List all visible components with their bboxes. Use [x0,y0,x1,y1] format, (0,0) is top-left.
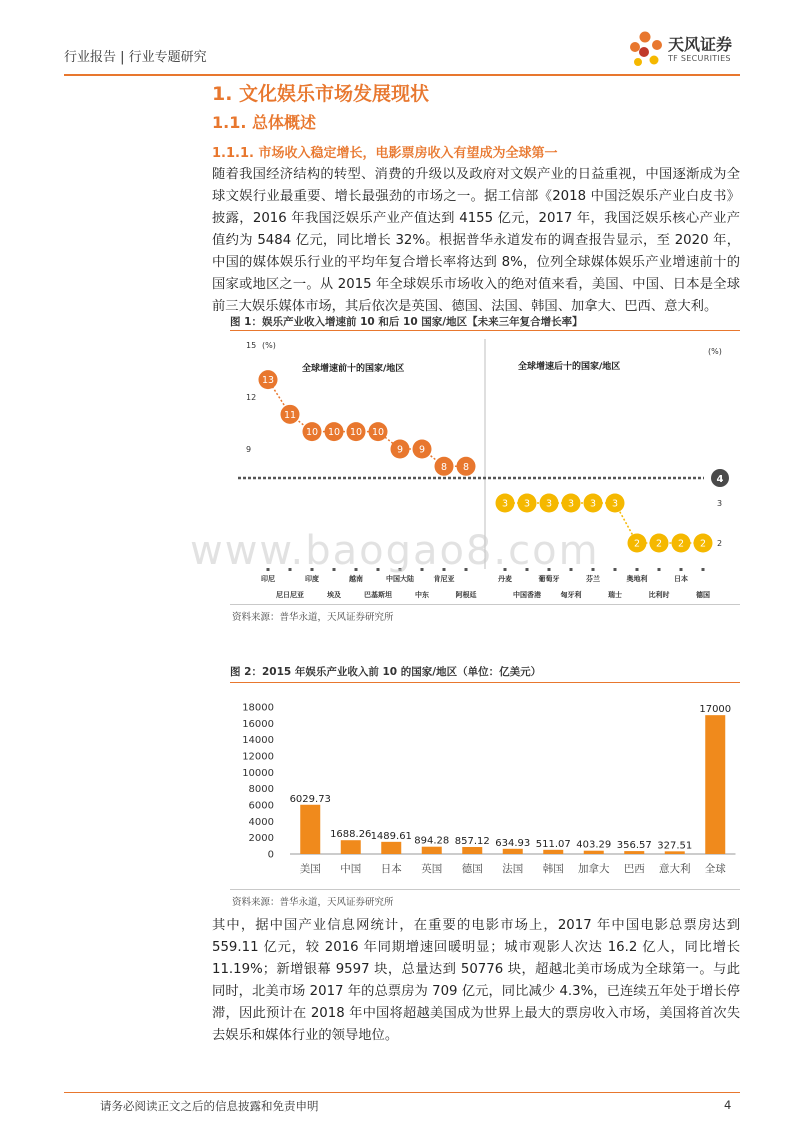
chart2-bar [665,851,685,854]
bottom-ten-x-label: 德国 [696,591,710,599]
logo-name-en: TF SECURITIES [668,54,731,63]
bottom-ten-x-tick [658,568,661,571]
top-ten-point-label: 10 [349,427,363,439]
chart2-bar-value: 327.51 [657,840,693,852]
chart1-y-tick-12: 12 [246,392,257,402]
bottom-ten-x-label: 中国香港 [513,591,541,599]
bottom-ten-x-tick [702,568,705,571]
top-ten-point-label: 8 [462,461,470,473]
chart2-x-label: 德国 [461,863,483,875]
section-heading-3: 1.1.1. 市场收入稳定增长，电影票房收入有望成为全球第一 [212,146,558,161]
bottom-ten-x-label: 比利时 [648,591,670,599]
figure-2-bottom-rule [230,889,740,890]
top-ten-x-label: 中国大陆 [386,575,414,583]
chart2-y-tick-10000: 10000 [242,767,274,779]
top-ten-group-label: 全球增速前十的国家/地区 [302,364,405,374]
bottom-ten-point-label: 3 [567,498,575,510]
chart2-x-label: 法国 [502,863,524,875]
chart2-bar [341,840,361,854]
chart2-bar [584,851,604,854]
top-ten-x-label: 巴基斯坦 [364,591,392,599]
chart2-bar-value: 1489.61 [370,830,412,842]
chart2-y-tick-2000: 2000 [248,833,274,845]
chart2-y-tick-12000: 12000 [242,751,274,763]
chart2-bar-value: 17000 [699,704,732,716]
bottom-ten-x-label: 瑞士 [608,591,622,599]
tf-logo-icon [628,30,664,68]
bottom-ten-x-label: 日本 [674,575,688,583]
top-ten-point-label: 10 [305,427,319,439]
chart2-bar [422,847,442,854]
chart2-y-tick-6000: 6000 [248,800,274,812]
bottom-ten-x-label: 芬兰 [586,575,600,583]
body-paragraph-2: 其中，据中国产业信息网统计，在重要的电影市场上，2017 年中国电影总票房达到 559.11 亿元，较 2016 年同期增速回暖明显；城市观影人次达 16.2 亿人，同比增长 11.19%；新增银幕 9597 块，总量达到 50776 块，超越北美市场成为全球第一。与此同时，北美市场 2017 年的总票房为 709 亿元，同比减少 4.3%，已连续五年处于增长停滞，因此预计在 2018 年中国将超越美国成为世界上最大的票房收入市场，美国将首次失去娱乐和媒体行业的领导地位。 [212,918,740,1043]
logo-name-cn: 天风证券 [668,35,733,54]
chart1-unit-right: (%) [708,347,722,356]
chart2-y-tick-8000: 8000 [248,784,274,796]
figure-1-bottom-rule [230,604,740,605]
top-ten-point-label: 9 [396,444,404,456]
chart2-bar-value: 1688.26 [330,829,372,841]
bottom-ten-x-tick [636,568,639,571]
chart1-y-tick-9: 9 [246,444,252,454]
chart2-x-label: 美国 [299,863,321,875]
chart2-bar-value: 403.29 [576,839,612,851]
chart2-x-label: 中国 [340,863,362,875]
top-ten-point-label: 13 [261,375,275,387]
top-ten-x-label: 肯尼亚 [433,575,455,583]
bottom-ten-x-tick [680,568,683,571]
footer-disclaimer: 请务必阅读正文之后的信息披露和免责申明 [100,1099,319,1113]
watermark: www.baogao8.com [190,528,600,574]
figure-1-source: 资料来源：普华永道，天风证券研究所 [232,612,394,623]
bottom-ten-point-label: 3 [611,498,619,510]
chart2-bar-value: 894.28 [414,835,450,847]
figure-2-source: 资料来源：普华永道，天风证券研究所 [232,897,394,908]
top-ten-x-label: 埃及 [327,591,341,599]
chart1-right-tick-2: 2 [717,539,723,548]
header-divider [64,74,740,76]
revenue-bar-chart [230,683,740,888]
chart2-bar [462,847,482,854]
bottom-ten-point-label: 3 [501,498,509,510]
top-ten-x-label: 印尼 [261,575,275,583]
chart2-x-label: 韩国 [542,863,564,875]
chart2-y-tick-18000: 18000 [242,702,274,714]
chart2-bar [503,849,523,854]
bottom-ten-point-label: 3 [545,498,553,510]
figure-2-title: 图 2：2015 年娱乐产业收入前 10 的国家/地区（单位：亿美元） [230,666,542,678]
top-ten-x-label: 阿根廷 [455,591,477,599]
bottom-ten-x-tick [614,568,617,571]
bottom-ten-point-label: 2 [655,538,663,550]
chart2-bar [381,842,401,854]
body-paragraph-1: 随着我国经济结构的转型、消费的升级以及政府对文娱产业的日益重视，中国逐渐成为全球文娱行业最重要、增长最强劲的市场之一。据工信部《2018 中国泛娱乐产业白皮书》披露，2016 年我国泛娱乐产业产值达到 4155 亿元，2017 年，我国泛娱乐核心产业产值约为 5484 亿元，同比增长 32%。根据普华永道发布的调查报告显示，至 2020 年，中国的媒体娱乐行业的平均年复合增长率将达到 8%，位列全球媒体娱乐产业增速前十的国家或地区之一。从 2015 年全球娱乐市场收入的绝对值来看，美国、中国、日本是全球前三大娱乐媒体市场，其后依次是英国、德国、法国、韩国、加拿大、巴西、意大利。 [212,167,740,314]
chart2-bar [300,805,320,854]
section-heading-1: 1. 文化娱乐市场发展现状 [212,83,430,105]
chart2-x-label: 意大利 [659,863,691,875]
chart2-y-tick-14000: 14000 [242,735,274,747]
chart2-bar-value: 634.93 [495,837,531,849]
chart2-bar [705,715,725,854]
top-ten-point-label: 9 [418,444,426,456]
chart2-bar-value: 356.57 [616,840,652,852]
figure-1-title: 图 1：娱乐产业收入增速前 10 和后 10 国家/地区【未来三年复合增长率】 [230,316,583,328]
chart2-x-label: 全球 [704,863,726,875]
bottom-ten-point-label: 3 [589,498,597,510]
chart1-y-tick-15: 15 [246,341,257,350]
top-ten-x-label: 越南 [349,575,363,583]
top-ten-connector [268,380,466,467]
chart2-x-label: 日本 [380,863,402,875]
top-ten-x-label: 中东 [415,591,429,599]
chart2-bar [543,850,563,854]
bottom-ten-point-label: 2 [677,538,685,550]
bottom-ten-x-label: 匈牙利 [560,591,582,599]
chart2-x-label: 巴西 [623,863,645,875]
bottom-ten-group-label: 全球增速后十的国家/地区 [518,362,621,372]
chart1-right-tick-3: 3 [717,499,723,508]
top-ten-point-label: 10 [371,427,385,439]
chart1-global-label: 4 [716,474,724,485]
chart2-x-label: 英国 [421,863,443,875]
top-ten-point-label: 10 [327,427,341,439]
chart2-bar-value: 857.12 [454,836,490,848]
chart2-bar-value: 6029.73 [289,793,331,805]
top-ten-x-label: 尼日尼亚 [276,591,304,599]
company-logo [628,30,740,70]
section-heading-2: 1.1. 总体概述 [212,113,316,132]
top-ten-point-label: 11 [283,409,297,421]
chart2-bar-value: 511.07 [535,838,571,850]
report-category-label: 行业报告 | 行业专题研究 [64,50,207,65]
chart2-y-tick-16000: 16000 [242,718,274,730]
page-number: 4 [724,1098,732,1112]
bottom-ten-point-label: 2 [633,538,641,550]
bottom-ten-point-label: 3 [523,498,531,510]
top-ten-x-label: 印度 [305,575,319,583]
chart2-x-label: 加拿大 [578,863,610,875]
bottom-ten-point-label: 2 [699,538,707,550]
chart2-y-tick-0: 0 [267,849,274,861]
top-ten-point-label: 8 [440,461,448,473]
chart2-bar [624,851,644,854]
chart2-y-tick-4000: 4000 [248,816,274,828]
chart1-unit-left: (%) [262,341,276,350]
bottom-ten-x-label: 葡萄牙 [538,575,560,583]
footer-divider [64,1092,740,1093]
bottom-ten-x-label: 奥地利 [626,575,648,583]
bottom-ten-x-label: 丹麦 [498,575,512,583]
